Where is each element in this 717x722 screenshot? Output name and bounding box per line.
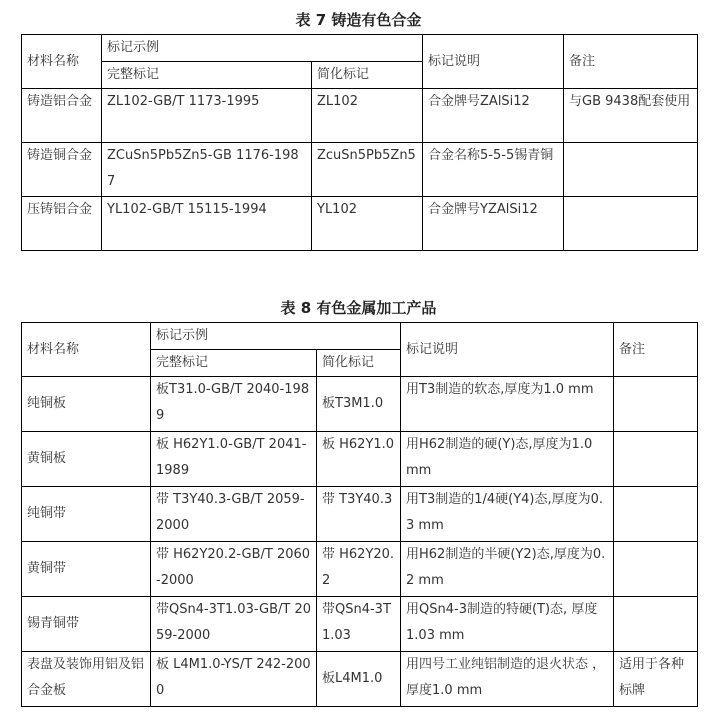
table7-cell-material: 压铸铝合金 bbox=[22, 197, 102, 251]
table8-header-row bbox=[22, 323, 698, 350]
table8-cell-full: 带QSn4-3T1.03-GB/T 2059-2000 bbox=[151, 597, 317, 652]
table7-cell-remark: 与GB 9438配套使用 bbox=[564, 89, 698, 143]
table8-cell-desc: 用H62制造的半硬(Y2)态,厚度为0.2 mm bbox=[401, 542, 614, 597]
table8-cell-material: 黄铜板 bbox=[22, 432, 151, 487]
table8-cell-short: 带 H62Y20.2 bbox=[317, 542, 401, 597]
table8-cell-short: 板T3M1.0 bbox=[317, 377, 401, 432]
table7-header-row bbox=[22, 35, 698, 62]
table8-cell-desc: 用T3制造的软态,厚度为1.0 mm bbox=[401, 377, 614, 432]
table-row bbox=[22, 197, 698, 251]
table7-header-example: 标记示例 bbox=[102, 35, 423, 62]
table8-cell-material: 黄铜带 bbox=[22, 542, 151, 597]
table7-cell-material: 铸造铝合金 bbox=[22, 89, 102, 143]
table8-cell-full: 带 T3Y40.3-GB/T 2059-2000 bbox=[151, 487, 317, 542]
table7-cell-short: YL102 bbox=[312, 197, 423, 251]
table8-title: 表 8 有色金属加工产品 bbox=[280, 299, 437, 317]
table7-cell-short: ZcuSn5Pb5Zn5 bbox=[312, 143, 423, 197]
table-row bbox=[22, 377, 698, 432]
table-row bbox=[22, 143, 698, 197]
table8-header-example: 标记示例 bbox=[151, 323, 401, 350]
table8-cell-full: 带 H62Y20.2-GB/T 2060-2000 bbox=[151, 542, 317, 597]
table8-cell-remark bbox=[614, 432, 698, 487]
table8-header-remark: 备注 bbox=[614, 323, 698, 377]
table8-cell-desc: 用H62制造的硬(Y)态,厚度为1.0 mm bbox=[401, 432, 614, 487]
table7-header-material: 材料名称 bbox=[22, 35, 102, 89]
table-row bbox=[22, 89, 698, 143]
table7-cell-material: 铸造铜合金 bbox=[22, 143, 102, 197]
table8-cell-remark bbox=[614, 542, 698, 597]
table8-header-material: 材料名称 bbox=[22, 323, 151, 377]
table8-cell-remark bbox=[614, 487, 698, 542]
table7-cell-remark bbox=[564, 197, 698, 251]
table-row bbox=[22, 652, 698, 707]
table7-cell-desc: 合金牌号YZAlSi12 bbox=[423, 197, 564, 251]
table-row bbox=[22, 432, 698, 487]
table8-cell-short: 带QSn4-3T1.03 bbox=[317, 597, 401, 652]
table7-header-desc: 标记说明 bbox=[423, 35, 564, 89]
table7-title: 表 7 铸造有色合金 bbox=[295, 11, 422, 29]
table7-header-full: 完整标记 bbox=[102, 62, 312, 89]
table8-cell-material: 纯铜板 bbox=[22, 377, 151, 432]
table8-cell-desc: 用四号工业纯铝制造的退火状态 ，厚度1.0 mm bbox=[401, 652, 614, 707]
table8-cell-desc: 用QSn4-3制造的特硬(T)态, 厚度1.03 mm bbox=[401, 597, 614, 652]
table8-cell-material: 纯铜带 bbox=[22, 487, 151, 542]
table7-header-remark: 备注 bbox=[564, 35, 698, 89]
table8-cell-material: 锡青铜带 bbox=[22, 597, 151, 652]
table8-cell-desc: 用T3制造的1/4硬(Y4)态,厚度为0.3 mm bbox=[401, 487, 614, 542]
table8-cell-short: 板L4M1.0 bbox=[317, 652, 401, 707]
table8-header-short: 简化标记 bbox=[317, 350, 401, 377]
table7-cell-full: ZCuSn5Pb5Zn5-GB 1176-1987 bbox=[102, 143, 312, 197]
table7 bbox=[21, 34, 698, 251]
table8-cell-full: 板 L4M1.0-YS/T 242-2000 bbox=[151, 652, 317, 707]
table8-cell-remark: 适用于各种标牌 bbox=[614, 652, 698, 707]
table8-cell-short: 带 T3Y40.3 bbox=[317, 487, 401, 542]
table-row bbox=[22, 487, 698, 542]
table-row bbox=[22, 542, 698, 597]
table7-cell-full: ZL102-GB/T 1173-1995 bbox=[102, 89, 312, 143]
table8-header-full: 完整标记 bbox=[151, 350, 317, 377]
table-row bbox=[22, 597, 698, 652]
table8-header-desc: 标记说明 bbox=[401, 323, 614, 377]
table8-cell-remark bbox=[614, 377, 698, 432]
table7-cell-full: YL102-GB/T 15115-1994 bbox=[102, 197, 312, 251]
table7-header-short: 简化标记 bbox=[312, 62, 423, 89]
table8-cell-short: 板 H62Y1.0 bbox=[317, 432, 401, 487]
table8-cell-remark bbox=[614, 597, 698, 652]
table7-cell-desc: 合金牌号ZAlSi12 bbox=[423, 89, 564, 143]
table7-cell-remark bbox=[564, 143, 698, 197]
table7-cell-short: ZL102 bbox=[312, 89, 423, 143]
table8-cell-material: 表盘及装饰用铝及铝合金板 bbox=[22, 652, 151, 707]
table8 bbox=[21, 322, 698, 707]
table8-cell-full: 板T31.0-GB/T 2040-1989 bbox=[151, 377, 317, 432]
table7-cell-desc: 合金名称5-5-5锡青铜 bbox=[423, 143, 564, 197]
table8-cell-full: 板 H62Y1.0-GB/T 2041-1989 bbox=[151, 432, 317, 487]
